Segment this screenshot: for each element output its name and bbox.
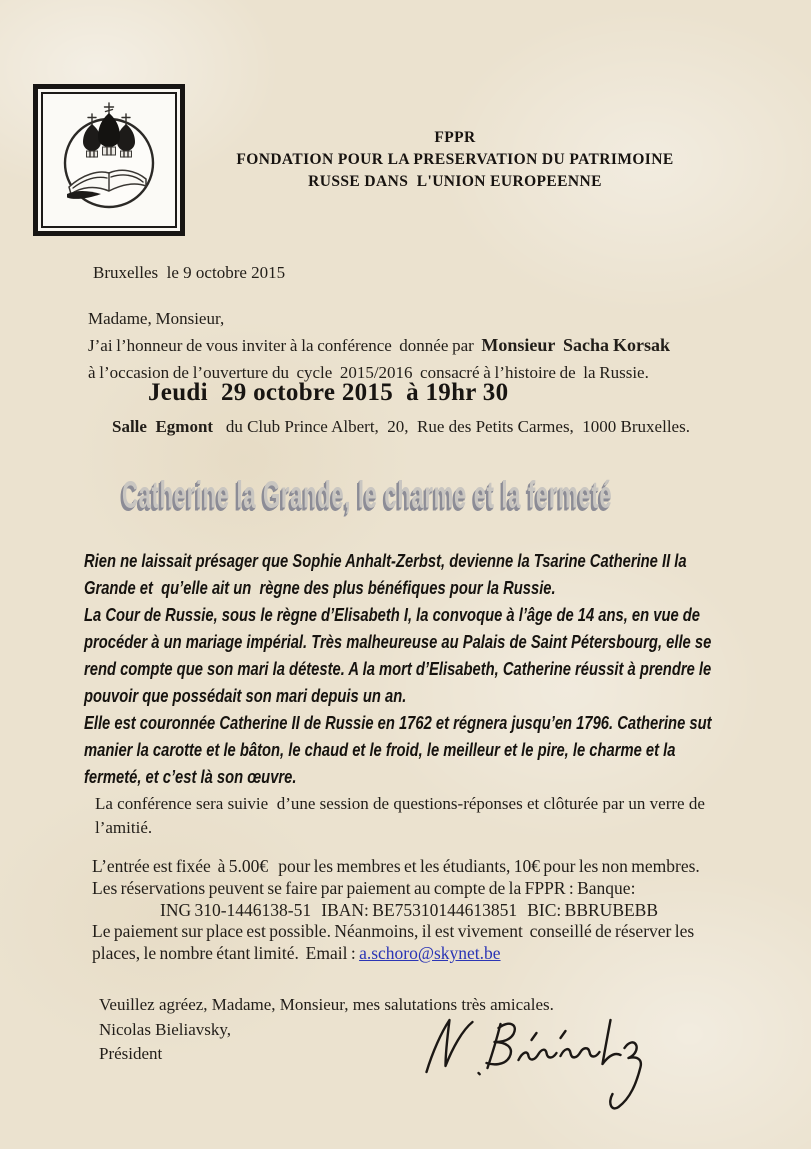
org-name-line1: FONDATION POUR LA PRESERVATION DU PATRIMOINE [236,151,674,168]
abstract-line: Rien ne laissait présager que Sophie Anhalt-Zerbst, devienne la Tsarine Catherine II la [84,551,687,571]
booking-block [92,856,700,965]
abstract-line: manier la carotte et le bâton, le chaud et le froid, le meilleur et le pire, le charme et la [84,740,676,760]
bank-details: ING 310-1446138-51 IBAN: BE75310144613851 BIC: BBRUBEBB [160,899,659,920]
conference-note-line1: La conférence sera suivie d’une session de questions-réponses et clôturée par un verre de [95,794,705,813]
abstract-line: Elle est couronnée Catherine II de Russie en 1762 et régnera jusqu’en 1796. Catherine sut [84,713,712,733]
payment-line2: places, le nombre étant limité. Email : a.schoro@skynet.be [92,943,501,964]
email-link[interactable]: a.schoro@skynet.be [359,943,501,964]
speaker-name: Monsieur Sacha Korsak [481,335,671,356]
signatory-title: Président [99,1044,163,1063]
salutation: Madame, Monsieur, [88,309,225,328]
signature-icon [412,1000,667,1112]
payment-line1: Le paiement sur place est possible. Néanmoins, il est vivement conseillé de réserver les [92,921,695,942]
valediction: Veuillez agréez, Madame, Monsieur, mes salutations très amicales. [99,995,554,1014]
abstract-line: La Cour de Russie, sous le règne d’Elisabeth I, la convoque à l’âge de 14 ans, en vue de [84,605,701,625]
handwritten-signature [412,1000,667,1117]
fppr-logo [33,84,185,236]
abstract-line: pouvoir que possédait son mari depuis un an. [84,686,407,706]
invitation-line1: J’ai l’honneur de vous inviter à la conférence donnée par Monsieur Sacha Korsak [88,335,671,356]
abstract-line: Grande et qu’elle ait un règne des plus bénéfiques pour la Russie. [84,578,556,598]
org-name-line2: RUSSE DANS L'UNION EUROPEENNE [308,173,602,190]
lecture-title-wordart: Catherine la Grande, le charme et la fermeté [122,474,613,516]
signatory-name: Nicolas Bieliavsky, [99,1019,232,1039]
abstract-line: procéder à un mariage impérial. Très malheureuse au Palais de Saint Pétersbourg, elle se [84,632,712,652]
event-datetime: Jeudi 29 octobre 2015 à 19hr 30 [148,379,509,406]
conference-note-line2: l’amitié. [95,818,153,837]
event-venue: Salle Egmont du Club Prince Albert, 20, Rue des Petits Carmes, 1000 Bruxelles. [112,417,690,436]
abstract-line: fermeté, et c’est là son œuvre. [84,767,297,787]
dateline: Bruxelles le 9 octobre 2015 [93,263,286,282]
conference-note [95,792,705,840]
org-abbreviation: FPPR [434,129,476,146]
fppr-logo-frame [41,92,177,228]
abstract-line: rend compte que son mari la déteste. A la mort d’Elisabeth, Catherine réussit à prendre le [84,659,712,679]
reservation-line: Les réservations peuvent se faire par paiement au compte de la FPPR : Banque: [92,877,636,898]
letterhead [190,127,720,193]
price-line: L’entrée est fixée à 5.00€ pour les membres et les étudiants, 10€ pour les non membres. [92,856,700,876]
invitation-block [88,306,670,386]
venue-room: Salle Egmont [112,417,214,436]
church-domes-book-icon [43,94,175,226]
lecture-abstract [84,548,752,791]
invitation-line2: à l’occasion de l’ouverture du cycle 2015/2016 consacré à l’histoire de la Russie. [88,362,649,382]
